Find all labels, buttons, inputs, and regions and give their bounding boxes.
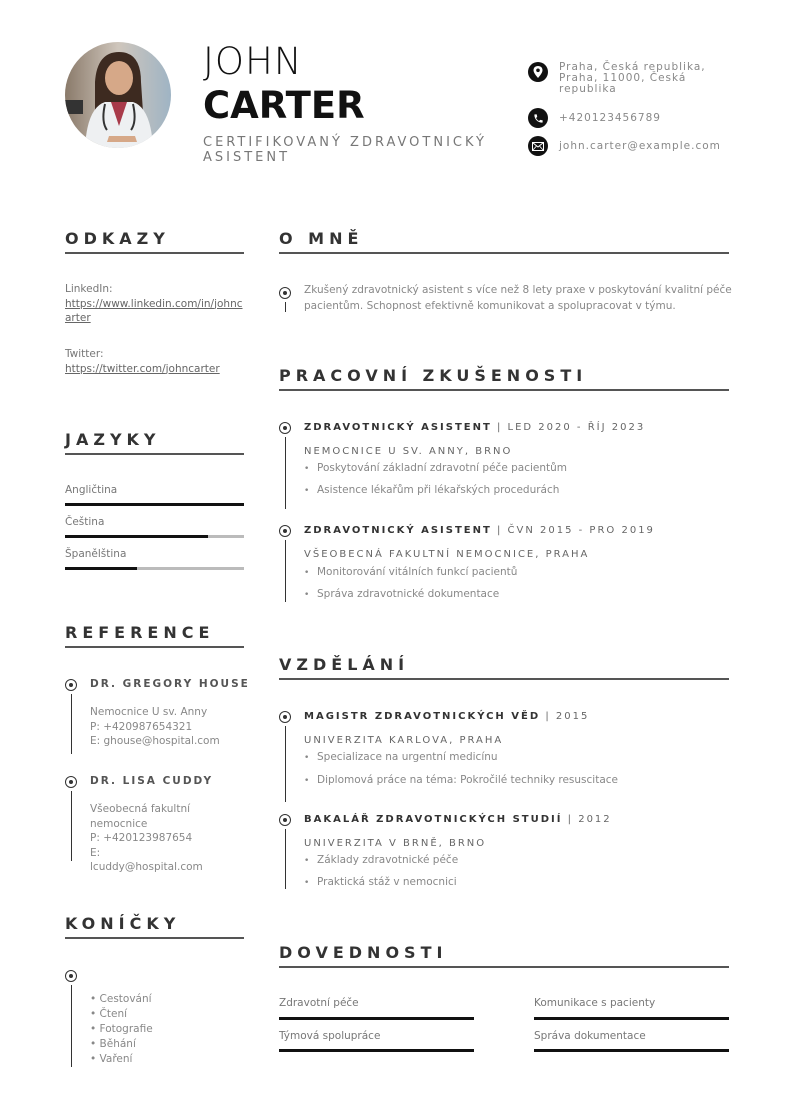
education-bullet: • Diplomová práce na téma: Pokročilé techniky resuscitace — [304, 774, 619, 786]
skill-name: Týmová spolupráce — [279, 1030, 381, 1042]
job-bullet: • Poskytování základní zdravotní péče pacientům — [304, 462, 568, 474]
references-heading: REFERENCE — [65, 623, 215, 642]
job-organization: NEMOCNICE U SV. ANNY, BRNO — [304, 446, 513, 457]
timeline-dot-icon — [279, 287, 291, 299]
hobby-item: • Běhání — [90, 1038, 136, 1050]
timeline-dot-icon — [65, 970, 77, 982]
degree-row: BAKALÁŘ ZDRAVOTNICKÝCH STUDIÍ | 2012 — [304, 814, 612, 825]
timeline-line — [71, 694, 73, 754]
skill-level-bar — [279, 1049, 474, 1052]
skill-level-bar — [534, 1017, 729, 1020]
phone-icon — [528, 108, 548, 128]
reference-details — [90, 802, 210, 875]
job-title-row: ZDRAVOTNICKÝ ASISTENT | ČVN 2015 - PRO 2019 — [304, 525, 655, 536]
reference-phone: P: +420987654321 — [90, 720, 193, 733]
language-level-bar — [65, 503, 244, 506]
timeline-line — [285, 540, 287, 602]
languages-divider — [65, 453, 244, 455]
address-text: Praha, Česká republika, Praha, 11000, Česká republika — [559, 61, 706, 95]
timeline-line — [285, 726, 287, 802]
job-title-row: ZDRAVOTNICKÝ ASISTENT | LED 2020 - ŘÍJ 2023 — [304, 422, 646, 433]
first-name: JOHN — [203, 40, 303, 83]
skill-name: Správa dokumentace — [534, 1030, 646, 1042]
email-text[interactable]: john.carter@example.com — [559, 139, 721, 152]
reference-name: DR. GREGORY HOUSE — [90, 678, 250, 690]
twitter-url[interactable]: https://twitter.com/johncarter — [65, 362, 220, 375]
skill-name: Komunikace s pacienty — [534, 997, 656, 1009]
reference-email: E: lcuddy@hospital.com — [90, 846, 203, 873]
experience-heading: PRACOVNÍ ZKUŠENOSTI — [279, 366, 588, 385]
job-bullet: • Správa zdravotnické dokumentace — [304, 588, 500, 600]
link-twitter — [65, 347, 245, 376]
phone-text[interactable]: +420123456789 — [559, 111, 661, 124]
about-heading: O MNĚ — [279, 229, 364, 248]
links-heading: ODKAZY — [65, 229, 170, 248]
timeline-line — [71, 791, 73, 861]
education-bullet: • Specializace na urgentní medicínu — [304, 751, 498, 763]
location-pin-icon — [528, 62, 548, 82]
timeline-line — [285, 829, 287, 889]
job-bullet: • Monitorování vitálních funkcí pacientů — [304, 566, 518, 578]
timeline-dot-icon — [279, 525, 291, 537]
reference-email: E: ghouse@hospital.com — [90, 735, 220, 747]
degree-row: MAGISTR ZDRAVOTNICKÝCH VĚD | 2015 — [304, 711, 590, 722]
school-name: UNIVERZITA V BRNĚ, BRNO — [304, 838, 487, 849]
school-name: UNIVERZITA KARLOVA, PRAHA — [304, 735, 504, 746]
timeline-dot-icon — [279, 422, 291, 434]
hobby-item: • Vaření — [90, 1053, 133, 1065]
language-name: Španělština — [65, 548, 127, 560]
skills-divider — [279, 966, 729, 968]
hobby-item: • Čtení — [90, 1008, 128, 1020]
timeline-line — [285, 437, 287, 509]
envelope-icon — [528, 136, 548, 156]
reference-details — [90, 705, 240, 749]
reference-name: DR. LISA CUDDY — [90, 775, 214, 787]
experience-divider — [279, 389, 729, 391]
contact-email — [528, 136, 758, 156]
language-level-bar — [65, 535, 244, 538]
education-heading: VZDĚLÁNÍ — [279, 655, 410, 674]
timeline-line — [71, 985, 73, 1067]
reference-org: Nemocnice U sv. Anny — [90, 706, 208, 718]
timeline-dot-icon — [279, 814, 291, 826]
job-bullet: • Asistence lékařům při lékařských procedurách — [304, 484, 560, 496]
language-name: Angličtina — [65, 484, 118, 496]
timeline-dot-icon — [279, 711, 291, 723]
hobbies-divider — [65, 937, 244, 939]
hobby-list — [90, 992, 153, 1067]
education-bullet: • Základy zdravotnické péče — [304, 854, 459, 866]
contact-phone — [528, 108, 758, 128]
contact-address — [528, 62, 758, 95]
hobbies-heading: KONÍČKY — [65, 914, 181, 933]
language-name: Čeština — [65, 516, 105, 528]
timeline-line — [285, 302, 287, 312]
skill-level-bar — [534, 1049, 729, 1052]
hobby-item: • Fotografie — [90, 1023, 153, 1035]
reference-phone: P: +420123987654 — [90, 832, 193, 844]
avatar — [65, 42, 171, 148]
education-bullet: • Praktická stáž v nemocnici — [304, 876, 457, 888]
twitter-label: Twitter: — [65, 348, 104, 360]
hobby-item: • Cestování — [90, 993, 152, 1005]
languages-heading: JAZYKY — [65, 430, 161, 449]
last-name: CARTER — [203, 84, 365, 127]
links-divider — [65, 252, 244, 254]
about-text: Zkušený zdravotnický asistent s více než 8 lety praxe v poskytování kvalitní péče pacientům. Schopnost efektivně komunikovat a spolupracovat v týmu. — [304, 284, 732, 312]
job-organization: VŠEOBECNÁ FAKULTNÍ NEMOCNICE, PRAHA — [304, 549, 590, 560]
job-title: CERTIFIKOVANÝ ZDRAVOTNICKÝ ASISTENT — [203, 135, 487, 165]
skills-heading: DOVEDNOSTI — [279, 943, 448, 962]
skill-level-bar — [279, 1017, 474, 1020]
reference-org: Všeobecná fakultní nemocnice — [90, 803, 191, 830]
linkedin-url[interactable]: https://www.linkedin.com/in/johncarter — [65, 297, 243, 324]
education-divider — [279, 678, 729, 680]
timeline-dot-icon — [65, 776, 77, 788]
about-divider — [279, 252, 729, 254]
profile-photo — [65, 42, 171, 148]
linkedin-label: LinkedIn: — [65, 283, 113, 295]
link-linkedin — [65, 282, 245, 326]
references-divider — [65, 646, 244, 648]
timeline-dot-icon — [65, 679, 77, 691]
skill-name: Zdravotní péče — [279, 997, 359, 1009]
language-level-bar — [65, 567, 244, 570]
